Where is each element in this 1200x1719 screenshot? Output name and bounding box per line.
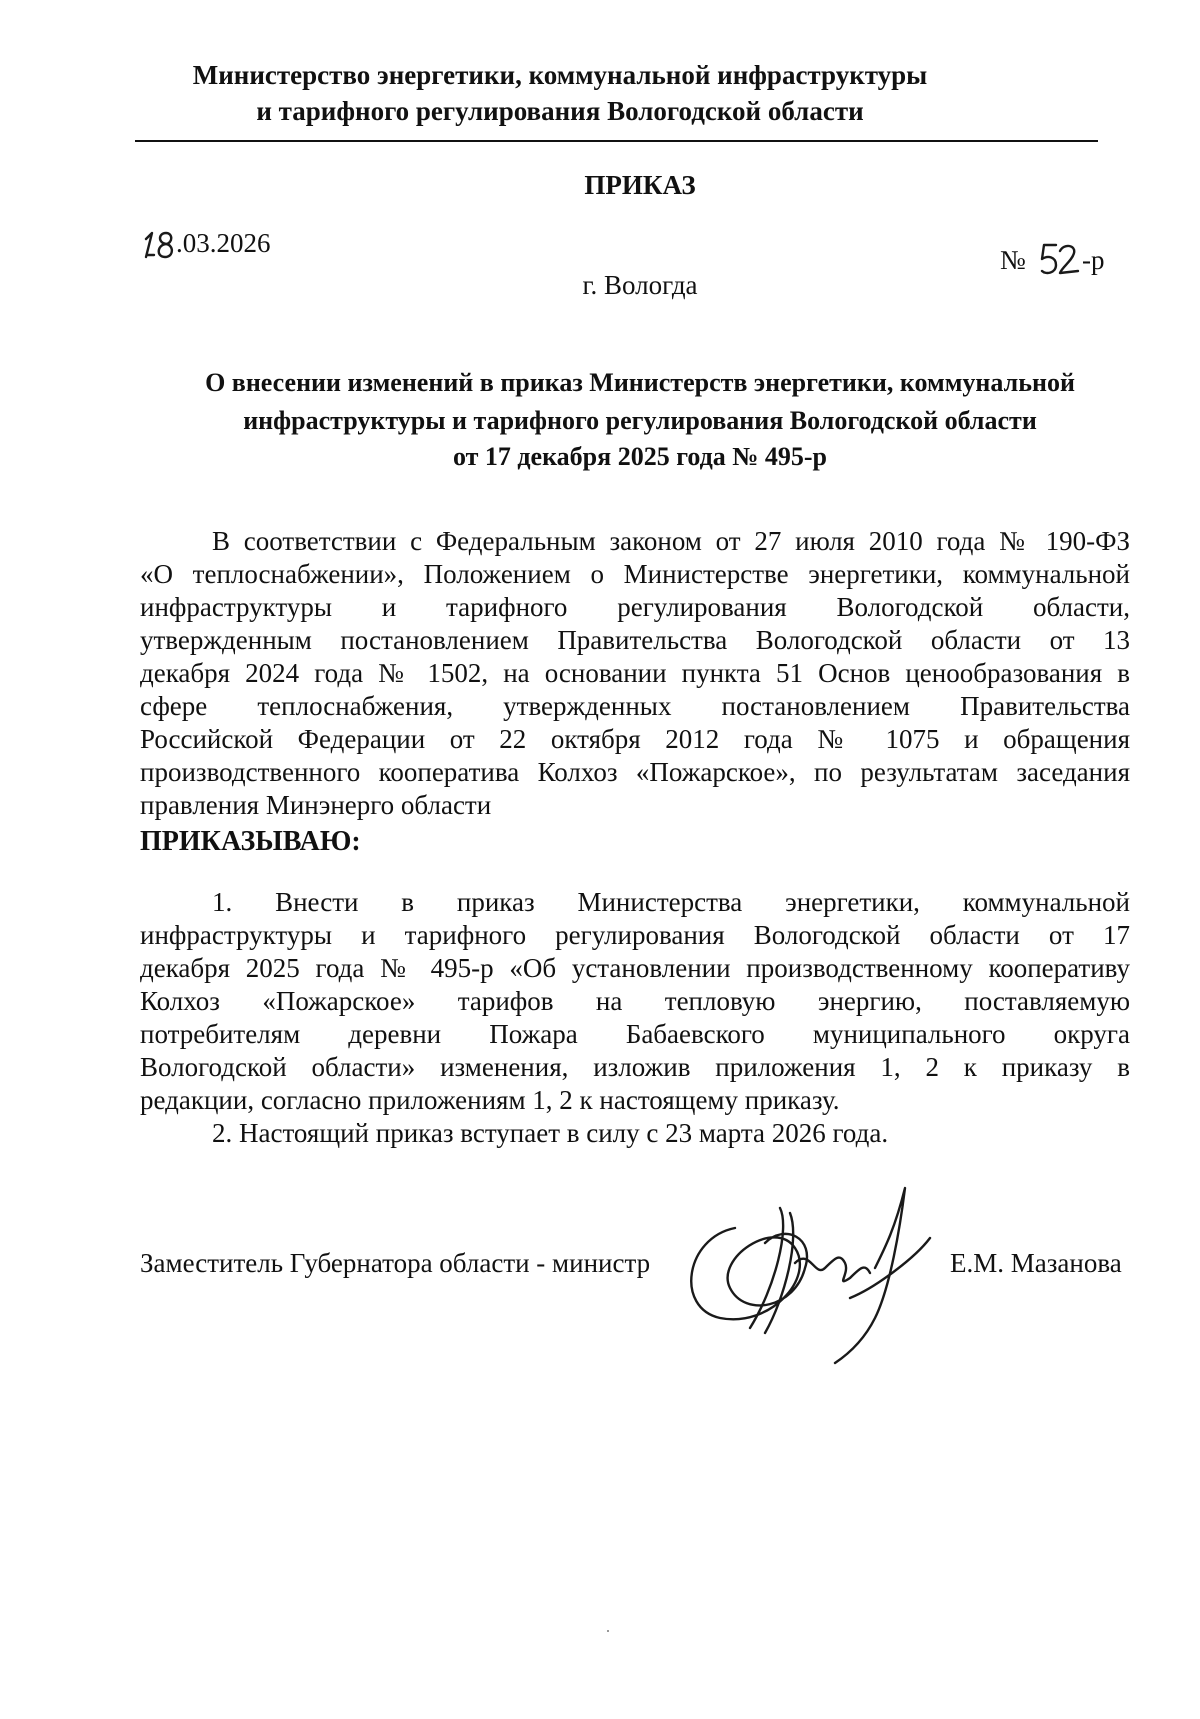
page-mark (607, 1630, 609, 1632)
item-1-line: Колхоз «Пожарское» тарифов на тепловую энергию, поставляемую (140, 986, 1130, 1016)
subject-line-1: О внесении изменений в приказ Министерств энергетики, коммунальной (205, 368, 1075, 397)
document-city: г. Вологда (582, 270, 698, 300)
preamble-line: Российской Федерации от 22 октября 2012 года № 1075 и обращения (140, 724, 1130, 754)
document-date: .03.2026 (176, 228, 271, 258)
number-suffix: -р (1082, 245, 1105, 275)
preamble-line: «О теплоснабжении», Положением о Министерстве энергетики, коммунальной (140, 559, 1130, 589)
organization-name-line-2: и тарифного регулирования Вологодской области (256, 96, 864, 126)
preamble-line: правления Минэнерго области (140, 790, 492, 820)
number-sign: № (1000, 245, 1026, 275)
preamble-line: сфере теплоснабжения, утвержденных постановлением Правительства (140, 691, 1130, 721)
item-1-line: 1. Внести в приказ Министерства энергетики, коммунальной (212, 887, 1130, 917)
item-1-line: инфраструктуры и тарифного регулирования Вологодской области от 17 (140, 920, 1130, 950)
header-divider (135, 140, 1098, 142)
item-2: 2. Настоящий приказ вступает в силу с 23 марта 2026 года. (212, 1118, 889, 1148)
handwritten-date-day (140, 225, 180, 261)
preamble-line: декабря 2024 года № 1502, на основании пункта 51 Основ ценообразования в (140, 658, 1130, 688)
signature-image (675, 1168, 975, 1368)
preamble-line: инфраструктуры и тарифного регулирования Вологодской области, (140, 592, 1130, 622)
item-1-line: потребителям деревни Пожара Бабаевского муниципального округа (140, 1019, 1130, 1049)
subject-line-2: инфраструктуры и тарифного регулирования Вологодской области (243, 406, 1037, 435)
signatory-name: Е.М. Мазанова (950, 1248, 1122, 1278)
preamble-line: В соответствии с Федеральным законом от 27 июля 2010 года № 190-ФЗ (212, 526, 1130, 556)
item-1-line: Вологодской области» изменения, изложив приложения 1, 2 к приказу в (140, 1052, 1130, 1082)
order-directive: ПРИКАЗЫВАЮ: (140, 826, 361, 857)
preamble-line: утвержденным постановлением Правительства Вологодской области от 13 (140, 625, 1130, 655)
item-1-line: редакции, согласно приложениям 1, 2 к настоящему приказу. (140, 1085, 840, 1115)
preamble-line: производственного кооператива Колхоз «Пожарское», по результатам заседания (140, 757, 1130, 787)
signatory-position: Заместитель Губернатора области - министр (140, 1248, 651, 1278)
document-title: ПРИКАЗ (584, 170, 696, 200)
organization-name-line-1: Министерство энергетики, коммунальной инфраструктуры (192, 60, 928, 90)
subject-line-3: от 17 декабря 2025 года № 495-р (452, 442, 828, 471)
item-1-line: декабря 2025 года № 495-р «Об установлении производственному кооперативу (140, 953, 1130, 983)
